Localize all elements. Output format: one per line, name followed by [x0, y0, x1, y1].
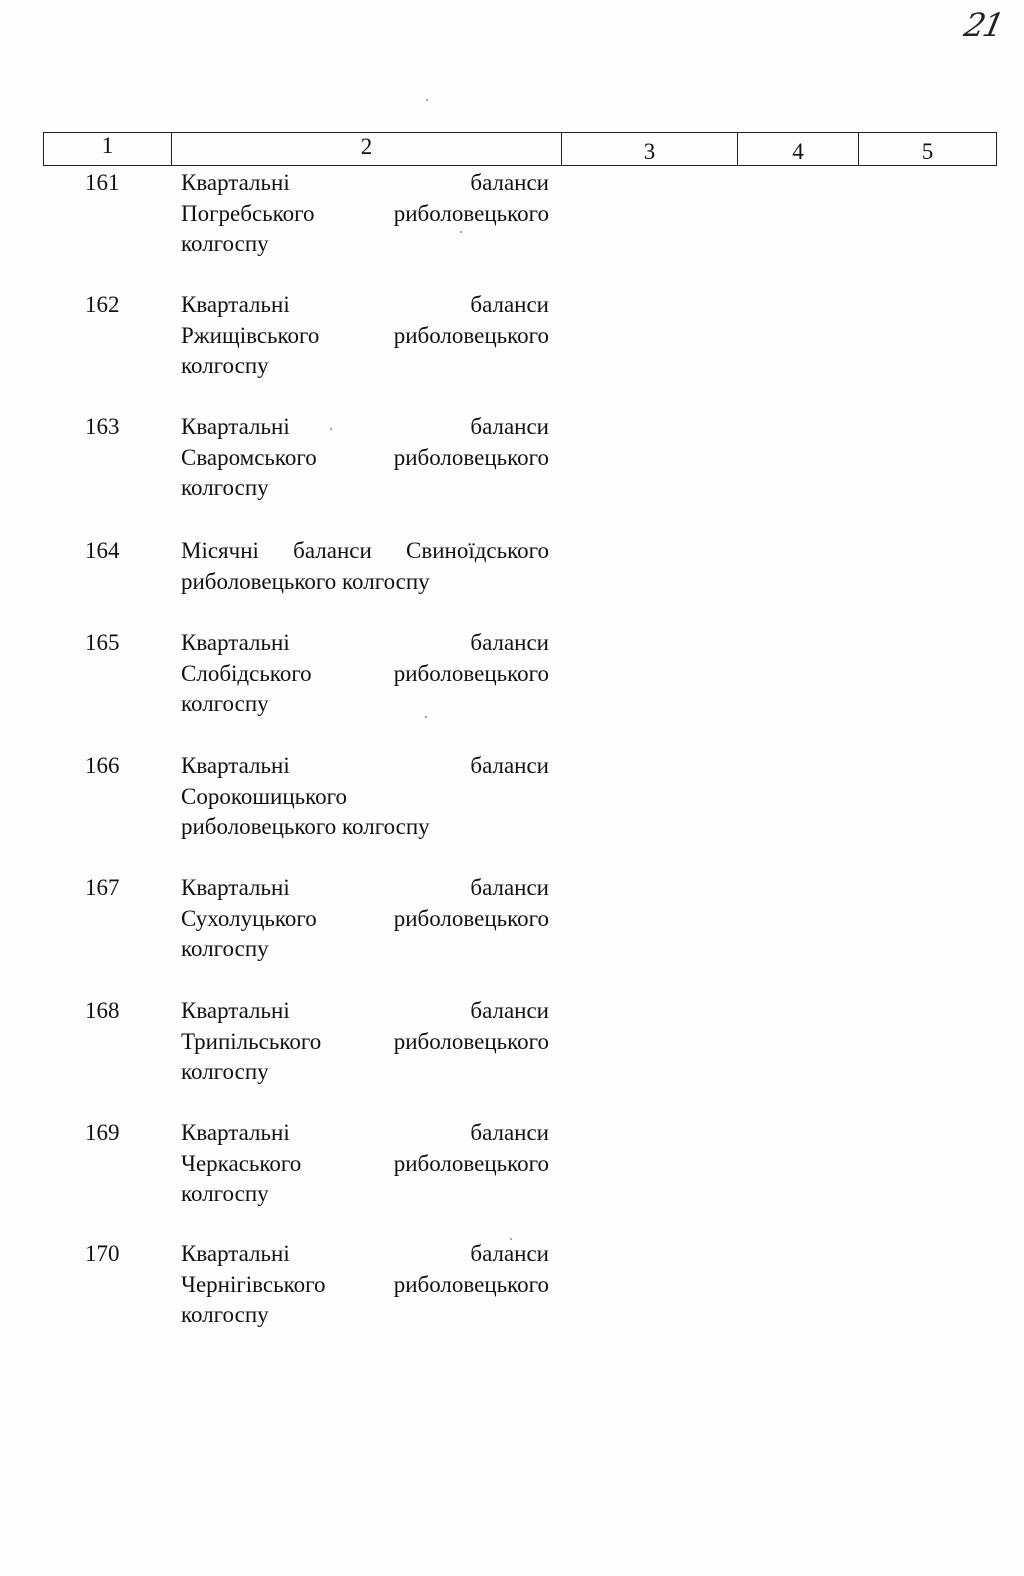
row-number: 165: [85, 630, 120, 655]
row-number: 169: [85, 1120, 120, 1145]
header-cell-3: 3: [562, 133, 738, 165]
row-description: Квартальні баланси Ржищівського риболовецького колгоспу: [181, 292, 549, 378]
row-description: Квартальні баланси Трипільського риболовецького колгоспу: [181, 998, 549, 1084]
row-number: 168: [85, 998, 120, 1023]
scan-speck: [426, 99, 428, 101]
row-description: Квартальні баланси Сухолуцького риболовецького колгоспу: [181, 875, 549, 961]
row-description: Квартальні баланси Сорокошицького риболовецького колгоспу: [181, 753, 549, 839]
row-description: Квартальні баланси Черкаського риболовецького колгоспу: [181, 1120, 549, 1206]
row-number: 167: [85, 875, 120, 900]
row-number: 166: [85, 753, 120, 778]
header-cell-5: 5: [921, 139, 934, 164]
header-cell-4: 4: [738, 133, 859, 165]
handwritten-page-number: 21: [960, 6, 1006, 44]
table-header: [43, 132, 997, 166]
row-description: Квартальні баланси Сваромського риболовецького колгоспу: [181, 414, 549, 500]
row-number: 170: [85, 1241, 120, 1266]
row-description: Місячні баланси Свиноїдського риболовецького колгоспу: [181, 538, 549, 594]
row-description: Квартальні баланси Слобідського риболовецького колгоспу: [181, 630, 549, 716]
row-number: 161: [85, 170, 120, 195]
row-number: 162: [85, 292, 120, 317]
header-cell-1: 1: [44, 133, 172, 165]
header-cell-2: 2: [172, 133, 562, 165]
row-number: 163: [85, 414, 120, 439]
row-description: Квартальні баланси Погребського риболовецького колгоспу: [181, 170, 549, 256]
row-description: Квартальні баланси Чернігівського риболовецького колгоспу: [181, 1241, 549, 1327]
row-number: 164: [85, 538, 120, 563]
